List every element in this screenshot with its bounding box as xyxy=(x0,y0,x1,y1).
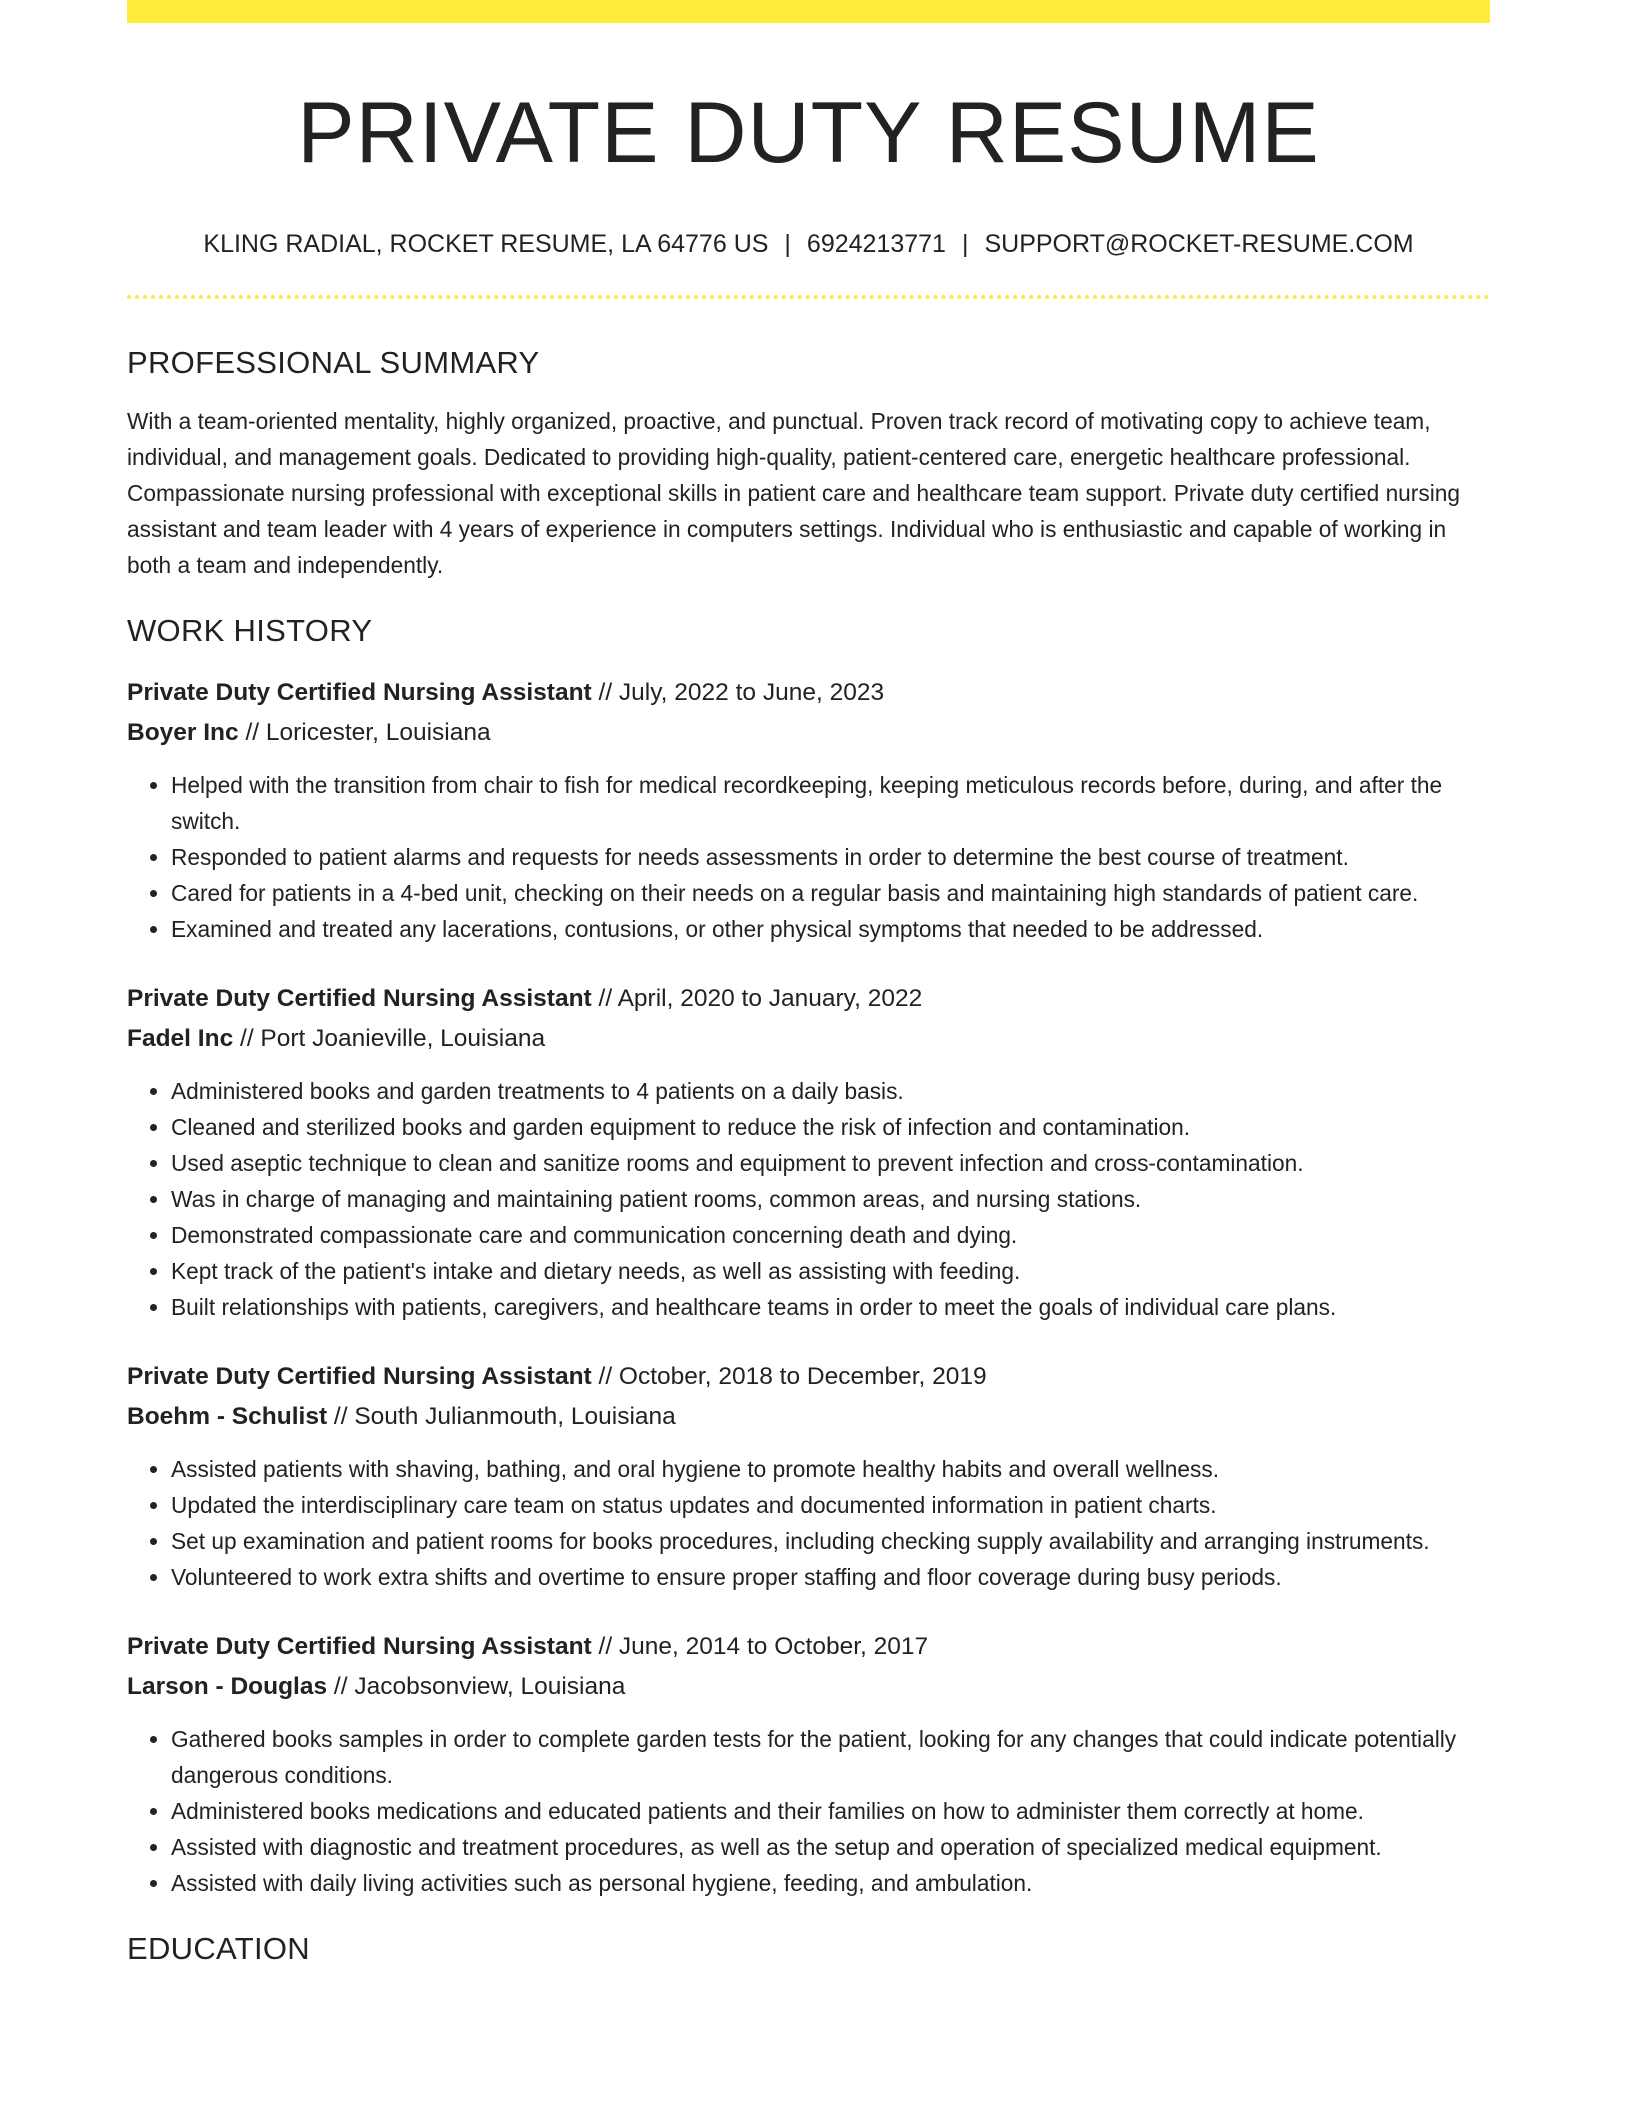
list-item: • Set up examination and patient rooms for books procedures, including checking supply availability and arranging instruments. xyxy=(171,1523,1490,1559)
list-item: • Examined and treated any lacerations, contusions, or other physical symptoms that needed to be addressed. xyxy=(171,911,1490,947)
list-item: • Gathered books samples in order to complete garden tests for the patient, looking for any changes that could indicate potentially dangerous conditions. xyxy=(171,1721,1490,1793)
job-title-line xyxy=(127,673,1490,713)
list-item: • Volunteered to work extra shifts and overtime to ensure proper staffing and floor coverage during busy periods. xyxy=(171,1559,1490,1595)
list-item: • Cleaned and sterilized books and garden equipment to reduce the risk of infection and contamination. xyxy=(171,1109,1490,1145)
list-item: • Kept track of the patient's intake and dietary needs, as well as assisting with feeding. xyxy=(171,1253,1490,1289)
summary-heading: PROFESSIONAL SUMMARY xyxy=(127,345,540,380)
list-item: • Administered books medications and educated patients and their families on how to administer them correctly at home. xyxy=(171,1793,1490,1829)
job-bullets xyxy=(127,1721,1490,1901)
job-company: Boyer Inc xyxy=(127,719,239,746)
job-role: Private Duty Certified Nursing Assistant xyxy=(127,1363,592,1390)
job-title-line xyxy=(127,979,1490,1019)
work-history-heading: WORK HISTORY xyxy=(127,613,373,648)
job-location: // Jacobsonview, Louisiana xyxy=(327,1673,626,1700)
list-item: • Helped with the transition from chair to fish for medical recordkeeping, keeping meticulous records before, during, and after the switch. xyxy=(171,767,1490,839)
contact-separator: | xyxy=(961,230,969,258)
job-company: Boehm - Schulist xyxy=(127,1403,328,1430)
top-accent-bar xyxy=(127,0,1490,23)
job-company-line xyxy=(127,1397,1490,1437)
job-dates: // October, 2018 to December, 2019 xyxy=(591,1363,987,1390)
contact-phone: 6924213771 xyxy=(806,230,946,258)
list-item: • Administered books and garden treatments to 4 patients on a daily basis. xyxy=(171,1073,1490,1109)
job-title-line xyxy=(127,1357,1490,1397)
job-location: // Loricester, Louisiana xyxy=(238,719,491,746)
job-entry xyxy=(127,1627,1490,1901)
list-item: • Demonstrated compassionate care and communication concerning death and dying. xyxy=(171,1217,1490,1253)
work-history-list xyxy=(127,673,1490,1901)
job-location: // Port Joanieville, Louisiana xyxy=(233,1025,546,1052)
resume-content xyxy=(127,23,1490,1969)
job-entry xyxy=(127,1357,1490,1595)
job-dates: // June, 2014 to October, 2017 xyxy=(591,1633,929,1660)
contact-line xyxy=(127,227,1490,261)
list-item: • Was in charge of managing and maintaining patient rooms, common areas, and nursing stations. xyxy=(171,1181,1490,1217)
job-company: Fadel Inc xyxy=(127,1025,234,1052)
job-role: Private Duty Certified Nursing Assistant xyxy=(127,1633,592,1660)
job-dates: // July, 2022 to June, 2023 xyxy=(591,679,885,706)
job-entry xyxy=(127,979,1490,1325)
contact-address: KLING RADIAL, ROCKET RESUME, LA 64776 US xyxy=(203,230,769,258)
job-location: // South Julianmouth, Louisiana xyxy=(327,1403,676,1430)
education-heading: EDUCATION xyxy=(127,1931,310,1966)
list-item: • Built relationships with patients, caregivers, and healthcare teams in order to meet the goals of individual care plans. xyxy=(171,1289,1490,1325)
list-item: • Assisted with daily living activities such as personal hygiene, feeding, and ambulation. xyxy=(171,1865,1490,1901)
list-item: • Cared for patients in a 4-bed unit, checking on their needs on a regular basis and maintaining high standards of patient care. xyxy=(171,875,1490,911)
job-company-line xyxy=(127,1019,1490,1059)
contact-email: SUPPORT@ROCKET-RESUME.COM xyxy=(984,230,1414,258)
list-item: • Assisted with diagnostic and treatment procedures, as well as the setup and operation of specialized medical equipment. xyxy=(171,1829,1490,1865)
job-bullets xyxy=(127,1073,1490,1325)
job-dates: // April, 2020 to January, 2022 xyxy=(591,985,923,1012)
job-entry xyxy=(127,673,1490,947)
job-role: Private Duty Certified Nursing Assistant xyxy=(127,679,592,706)
job-company: Larson - Douglas xyxy=(127,1673,328,1700)
job-role: Private Duty Certified Nursing Assistant xyxy=(127,985,592,1012)
page-title: PRIVATE DUTY RESUME xyxy=(297,85,1320,181)
job-bullets xyxy=(127,1451,1490,1595)
list-item: • Assisted patients with shaving, bathing, and oral hygiene to promote healthy habits and overall wellness. xyxy=(171,1451,1490,1487)
list-item: • Updated the interdisciplinary care team on status updates and documented information in patient charts. xyxy=(171,1487,1490,1523)
job-company-line xyxy=(127,713,1490,753)
job-company-line xyxy=(127,1667,1490,1707)
summary-text: With a team-oriented mentality, highly organized, proactive, and punctual. Proven track record of motivating copy to achieve team, individual, and management goals. Dedicated to providing high-quality, patient-centered care, energetic healthcare professional. Compassionate nursing professional with exceptional skills in patient care and healthcare team support. Private duty certified nursing assistant and team leader with 4 years of experience in computers settings. Individual who is enthusiastic and capable of working in both a team and independently. xyxy=(127,408,1460,578)
job-title-line xyxy=(127,1627,1490,1667)
list-item: • Used aseptic technique to clean and sanitize rooms and equipment to prevent infection and cross-contamination. xyxy=(171,1145,1490,1181)
contact-separator: | xyxy=(784,230,791,258)
list-item: • Responded to patient alarms and requests for needs assessments in order to determine the best course of treatment. xyxy=(171,839,1490,875)
job-bullets xyxy=(127,767,1490,947)
dotted-divider xyxy=(127,295,1490,299)
